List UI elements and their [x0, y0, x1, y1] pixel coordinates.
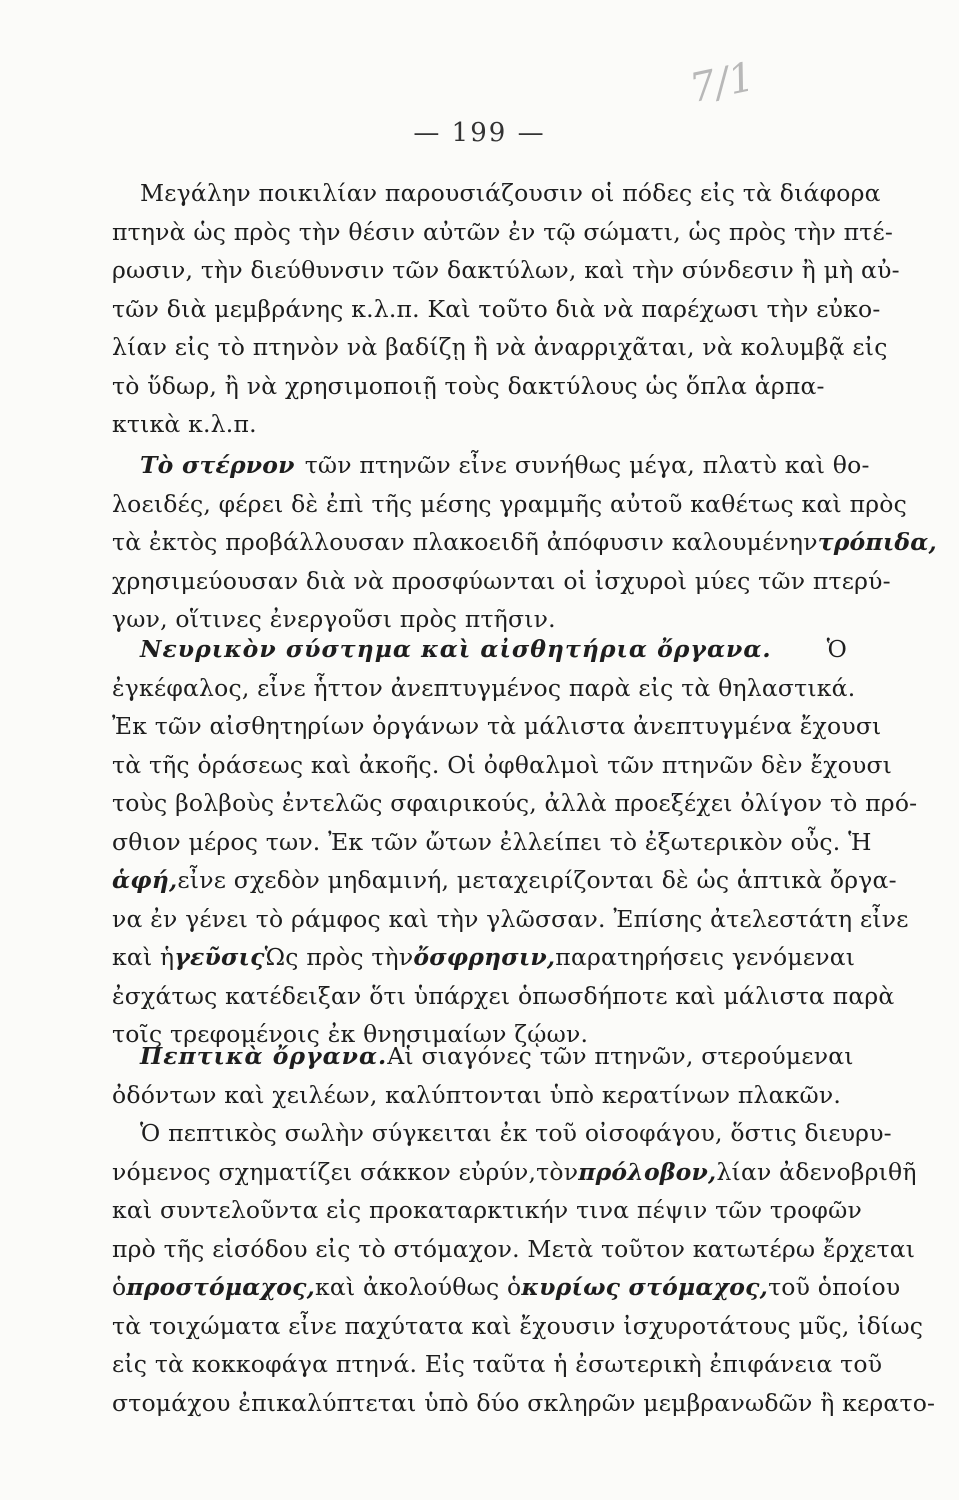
- text-line: ἐσχάτως κατέδειξαν ὅτι ὑπάρχει ὁπωσδήποτε καὶ μάλιστα παρὰ: [112, 981, 895, 1010]
- text-line: Πεπτικὰ ὄργανα. Αἱ σιαγόνες τῶν πτηνῶν, στερούμεναι: [112, 1037, 847, 1076]
- term-crop: πρόλοβον,: [578, 1157, 717, 1186]
- text-line: πρὸ τῆς εἰσόδου εἰς τὸ στόμαχον. Μετὰ τοῦτον κατωτέρω ἔρχεται: [112, 1234, 916, 1263]
- text-line: ἐγκέφαλος, εἶνε ἧττον ἀνεπτυγμένος παρὰ εἰς τὰ θηλαστικά.: [112, 673, 856, 702]
- term-touch: ἁφή,: [112, 866, 178, 894]
- text-line: ἁφή, εἶνε σχεδὸν μηδαμινή, μεταχειρίζονται δὲ ὡς ἁπτικὰ ὄργα-: [112, 861, 847, 900]
- text-line: νόμενος σχηματίζει σάκκον εὐρύν,τὸν πρόλοβον, λίαν ἀδενοβριθῆ: [112, 1153, 847, 1192]
- text-line: καὶ συντελοῦντα εἰς προκαταρκτικήν τινα πέψιν τῶν τροφῶν: [112, 1196, 862, 1224]
- term-stomach: κυρίως στόμαχος,: [521, 1273, 769, 1301]
- margin-handwritten-note: 7/1: [685, 53, 759, 113]
- text-line: ρωσιν, τὴν διεύθυνσιν τῶν δακτύλων, καὶ τὴν σύνδεσιν ἢ μὴ αὐ-: [112, 256, 900, 284]
- section-heading: Πεπτικὰ ὄργανα.: [140, 1042, 388, 1070]
- text-line: Μεγάλην ποικιλίαν παρουσιάζουσιν οἱ πόδες εἰς τὰ διάφορα: [140, 179, 881, 207]
- term-sternum: Τὸ στέρνον: [140, 451, 295, 479]
- text-line: χρησιμεύουσαν διὰ νὰ προσφύωνται οἱ ἰσχυροὶ μύες τῶν πτερύ-: [112, 566, 891, 595]
- text-line: λοειδές, φέρει δὲ ἐπὶ τῆς μέσης γραμμῆς αὐτοῦ καθέτως καὶ πρὸς: [112, 489, 907, 518]
- text-line: πτηνὰ ὡς πρὸς τὴν θέσιν αὐτῶν ἐν τῷ σώματι, ὡς πρὸς τὴν πτέ-: [112, 217, 893, 246]
- text-line: Ὁ πεπτικὸς σωλὴν σύγκειται ἐκ τοῦ οἰσοφάγου, ὅστις διευρυ-: [140, 1119, 892, 1147]
- text-line: σθιον μέρος των. Ἐκ τῶν ὤτων ἐλλείπει τὸ ἐξωτερικὸν οὖς. Ἡ: [112, 827, 872, 856]
- text-line: τὰ ἐκτὸς προβάλλουσαν πλακοειδῆ ἀπόφυσιν καλουμένην τρόπιδα,: [112, 523, 847, 562]
- paragraph-digestive-organs: [112, 1037, 936, 1422]
- term-proventriculus: προστόμαχος,: [126, 1273, 315, 1301]
- page-number: — 199 —: [413, 118, 546, 148]
- text-line: ὁ προστόμαχος, καὶ ἀκολούθως ὁ κυρίως στόμαχος, τοῦ ὁποίου: [112, 1268, 847, 1307]
- text-line: Ἐκ τῶν αἰσθητηρίων ὀργάνων τὰ μάλιστα ἀνεπτυγμένα ἔχουσι: [112, 712, 882, 740]
- text-line: Τὸ στέρνον τῶν πτηνῶν εἶνε συνήθως μέγα, πλατὺ καὶ θο-: [112, 446, 847, 485]
- term-tropis: τρόπιδα,: [817, 528, 937, 556]
- paragraph-sternum: [112, 446, 937, 639]
- text-line: ὀδόντων καὶ χειλέων, καλύπτονται ὑπὸ κερατίνων πλακῶν.: [112, 1080, 842, 1109]
- text-line: καὶ ἡ γεῦσις Ὡς πρὸς τὴν ὄσφρησιν, παρατηρήσεις γενόμεναι: [112, 938, 847, 977]
- section-heading: Νευρικὸν σύστημα καὶ αἰσθητήρια ὄργανα.: [140, 635, 772, 663]
- text-line: κτικὰ κ.λ.π.: [112, 410, 257, 438]
- term-smell: ὄσφρησιν,: [413, 943, 556, 971]
- text-line: τοὺς βολβοὺς ἐντελῶς σφαιρικούς, ἀλλὰ προεξέχει ὀλίγον τὸ πρό-: [112, 789, 918, 817]
- text-line: εἰς τὰ κοκκοφάγα πτηνά. Εἰς ταῦτα ἡ ἐσωτερικὴ ἐπιφάνεια τοῦ: [112, 1350, 883, 1378]
- text-line: λίαν εἰς τὸ πτηνὸν νὰ βαδίζῃ ἢ νὰ ἀναρριχᾶται, νὰ κολυμβᾷ εἰς: [112, 333, 888, 361]
- text-line: τὰ τῆς ὁράσεως καὶ ἀκοῆς. Οἱ ὀφθαλμοὶ τῶν πτηνῶν δὲν ἔχουσι: [112, 750, 893, 779]
- term-taste: γεῦσις: [174, 943, 265, 971]
- text-line: τῶν διὰ μεμβράνης κ.λ.π. Καὶ τοῦτο διὰ νὰ παρέχωσι τὴν εὐκο-: [112, 294, 881, 323]
- text-line: τοῖς τρεφομένοις ἐκ θνησιμαίων ζῴων.: [112, 1020, 589, 1048]
- text-line: τὰ τοιχώματα εἶνε παχύτατα καὶ ἔχουσιν ἰσχυροτάτους μῦς, ἰδίως: [112, 1311, 924, 1340]
- paragraph-feet: [112, 174, 900, 444]
- text-line: γων, οἵτινες ἐνεργοῦσι πρὸς πτῆσιν.: [112, 605, 556, 633]
- text-line: τὸ ὕδωρ, ἢ νὰ χρησιμοποιῇ τοὺς δακτύλους ὡς ὅπλα ἁρπα-: [112, 371, 825, 400]
- text-line: να ἐν γένει τὸ ράμφος καὶ τὴν γλῶσσαν. Ἐπίσης ἀτελεστάτη εἶνε: [112, 904, 909, 933]
- text-line: στομάχου ἐπικαλύπτεται ὑπὸ δύο σκληρῶν μεμβρανωδῶν ἢ κερατο-: [112, 1388, 936, 1417]
- paragraph-nervous-system: [112, 630, 918, 1054]
- text-line: Νευρικὸν σύστημα καὶ αἰσθητήρια ὄργανα. Ὁ: [112, 630, 847, 669]
